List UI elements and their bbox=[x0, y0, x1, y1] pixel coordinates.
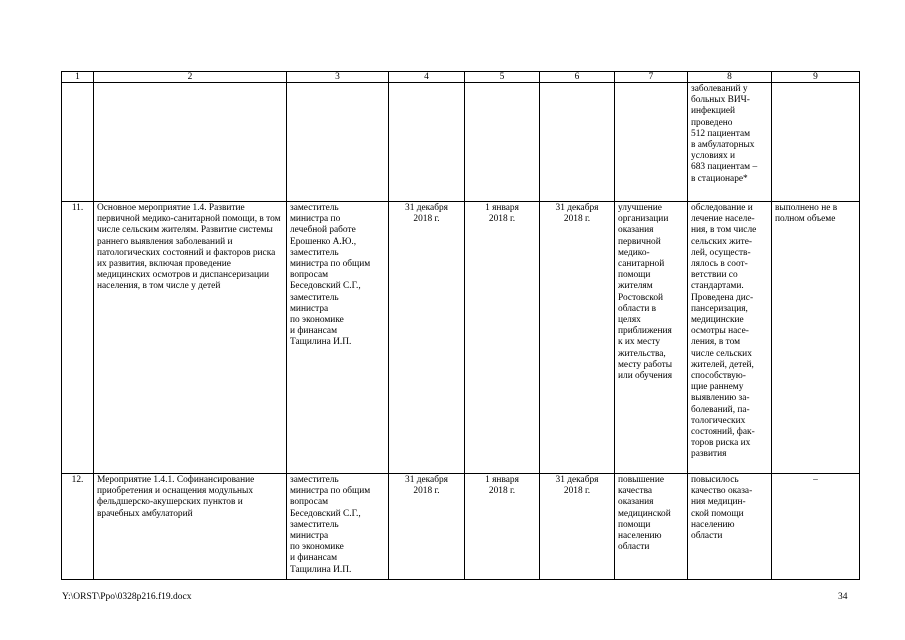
cell-responsible: заместитель министра по общим вопросам Беседовский С.Г., заместитель министра по экономике и финансам Тащилина И.П. bbox=[287, 474, 389, 580]
column-number-9: 9 bbox=[772, 72, 860, 83]
cell-plan-end-date: 31 декабря 2018 г. bbox=[389, 474, 465, 580]
cell-empty bbox=[287, 83, 389, 202]
cell-problems: – bbox=[772, 474, 860, 580]
column-number-7: 7 bbox=[615, 72, 688, 83]
column-number-4: 4 bbox=[389, 72, 465, 83]
column-number-1: 1 bbox=[62, 72, 94, 83]
table-row bbox=[62, 202, 860, 474]
cell-responsible: заместитель министра по лечебной работе Ерошенко А.Ю., заместитель министра по общим вопросам Беседовский С.Г., заместитель министра по экономике и финансам Тащилина И.П. bbox=[287, 202, 389, 474]
table-row-continuation bbox=[62, 83, 860, 202]
cell-row-number: 12. bbox=[62, 474, 94, 580]
cell-empty bbox=[62, 83, 94, 202]
cell-expected-result: повышение качества оказания медицинской помощи населению области bbox=[615, 474, 688, 580]
cell-empty bbox=[540, 83, 615, 202]
cell-measure-name: Основное мероприятие 1.4. Развитие первичной медико-санитарной помощи, в том числе сельским жителям. Развитие системы раннего выявления заболеваний и патологических состояний и факторов риска их развития, включая проведение медицинских осмотров и диспансеризации населения, в том числе у детей bbox=[94, 202, 287, 474]
cell-actual-end-date: 31 декабря 2018 г. bbox=[540, 202, 615, 474]
page-number: 34 bbox=[838, 592, 848, 602]
cell-empty bbox=[465, 83, 540, 202]
column-number-3: 3 bbox=[287, 72, 389, 83]
column-number-8: 8 bbox=[688, 72, 772, 83]
cell-problems: выполнено не в полном объеме bbox=[772, 202, 860, 474]
cell-actual-end-date: 31 декабря 2018 г. bbox=[540, 474, 615, 580]
cell-row-number: 11. bbox=[62, 202, 94, 474]
cell-empty bbox=[94, 83, 287, 202]
cell-achieved-result: обследование и лечение населе- ния, в том числе сельских жите- лей, осуществ- лялось в соот- ветствии со стандартами. Проведена дис- пансеризация, медицинские осмотры насе- ления, в том числе сельских жителей, детей, способствую- щие раннему выявлению за- болеваний, па- тологических состояний, фак- торов риска их развития bbox=[688, 202, 772, 474]
cell-empty bbox=[772, 83, 860, 202]
column-number-row bbox=[62, 72, 860, 83]
cell-plan-end-date: 31 декабря 2018 г. bbox=[389, 202, 465, 474]
column-number-6: 6 bbox=[540, 72, 615, 83]
cell-result-continuation: заболеваний у больных ВИЧ- инфекцией проведено 512 пациентам в амбулаторных условиях и 683 пациентам – в стационаре* bbox=[688, 83, 772, 202]
cell-actual-start-date: 1 января 2018 г. bbox=[465, 474, 540, 580]
cell-empty bbox=[615, 83, 688, 202]
table-row bbox=[62, 474, 860, 580]
cell-expected-result: улучшение организации оказания первичной медико- санитарной помощи жителям Ростовской области в целях приближения к их месту жительства, месту работы или обучения bbox=[615, 202, 688, 474]
cell-measure-name: Мероприятие 1.4.1. Софинансирование приобретения и оснащения модульных фельдшерско-акушерских пунктов и врачебных амбулаторий bbox=[94, 474, 287, 580]
footer-file-path: Y:\ORST\Ppo\0328p216.f19.docx bbox=[62, 592, 192, 602]
column-number-2: 2 bbox=[94, 72, 287, 83]
report-table bbox=[61, 71, 860, 580]
column-number-5: 5 bbox=[465, 72, 540, 83]
cell-empty bbox=[389, 83, 465, 202]
cell-achieved-result: повысилось качество оказа- ния медицин- ской помощи населению области bbox=[688, 474, 772, 580]
cell-actual-start-date: 1 января 2018 г. bbox=[465, 202, 540, 474]
